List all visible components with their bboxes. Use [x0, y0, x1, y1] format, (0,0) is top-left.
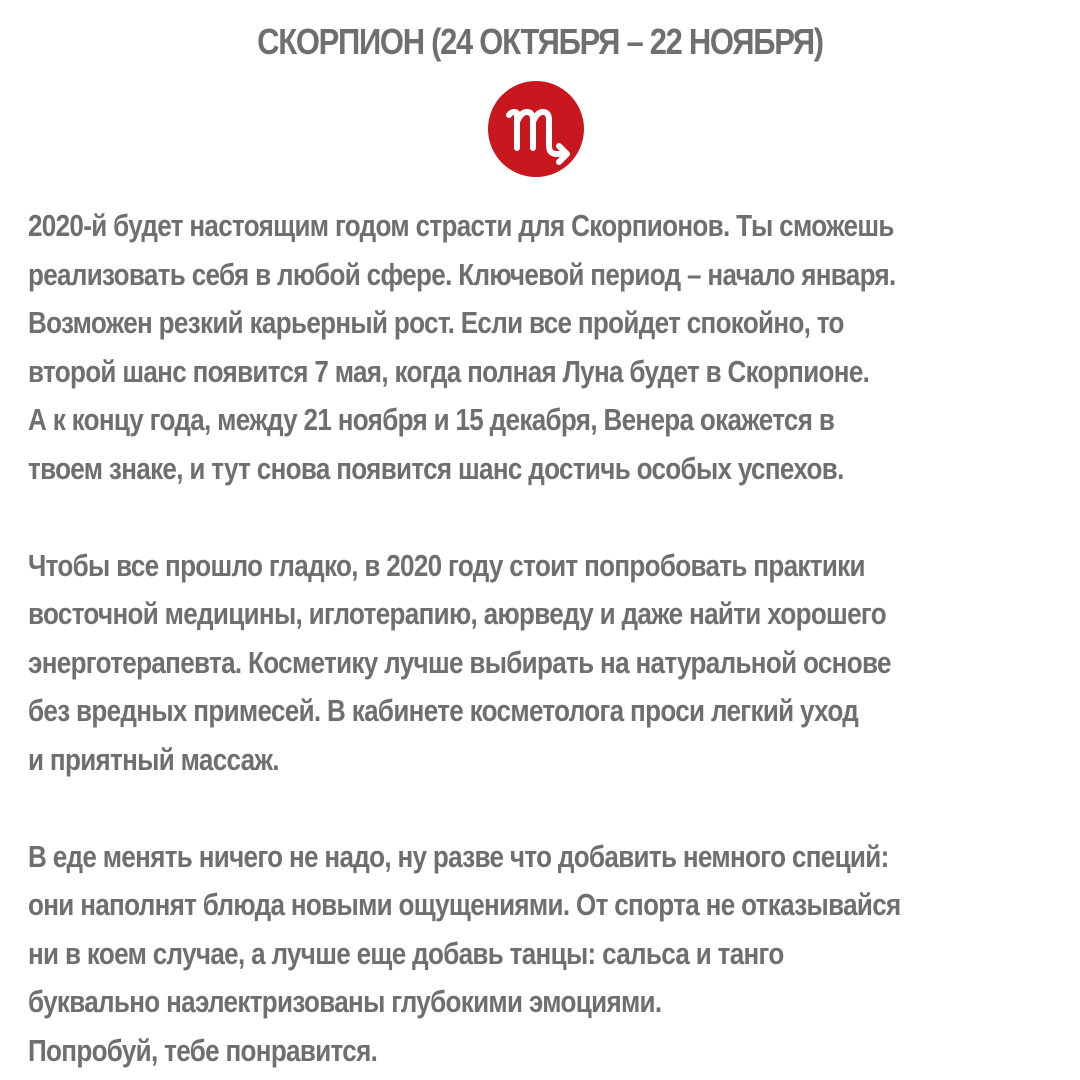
text-line: Возможен резкий карьерный рост. Если все пройдет спокойно, то — [28, 305, 844, 340]
text-line: и приятный массаж. — [28, 741, 279, 777]
text-line: реализовать себя в любой сфере. Ключевой период – начало января. — [28, 256, 896, 292]
horoscope-body — [28, 202, 1036, 1080]
text-line: В еде менять ничего не надо, ну разве что добавить немного специй: — [28, 838, 889, 874]
text-line: Чтобы все прошло гладко, в 2020 году стоит попробовать практики — [28, 547, 865, 583]
text-line: они наполнят блюда новыми ощущениями. От спорта не отказывайся — [28, 887, 901, 922]
text-line: буквально наэлектризованы глубокими эмоциями. — [28, 984, 662, 1019]
scorpio-zodiac-icon — [487, 80, 585, 178]
text-line: второй шанс появится 7 мая, когда полная Луна будет в Скорпионе. — [28, 353, 870, 389]
text-line: восточной медицины, иглотерапию, аюрведу и даже найти хорошего — [28, 596, 886, 631]
text-line: ни в коем случае, а лучше еще добавь танцы: сальса и танго — [28, 935, 784, 971]
text-line: А к концу года, между 21 ноября и 15 декабря, Венера окажется в — [28, 402, 835, 437]
text-line: энерготерапевта. Косметику лучше выбирать на натуральной основе — [28, 644, 891, 680]
text-line: 2020-й будет настоящим годом страсти для Скорпионов. Ты сможешь — [28, 208, 894, 243]
text-line: твоем знаке, и тут снова появится шанс достичь особых успехов. — [28, 450, 844, 486]
page-title: СКОРПИОН (24 ОКТЯБРЯ – 22 НОЯБРЯ) — [257, 21, 823, 62]
paragraph — [28, 833, 1036, 1076]
paragraph — [28, 202, 1036, 493]
text-line: без вредных примесей. В кабинете косметолога проси легкий уход — [28, 693, 859, 728]
paragraph — [28, 542, 1036, 785]
text-line: Попробуй, тебе понравится. — [28, 1032, 378, 1068]
